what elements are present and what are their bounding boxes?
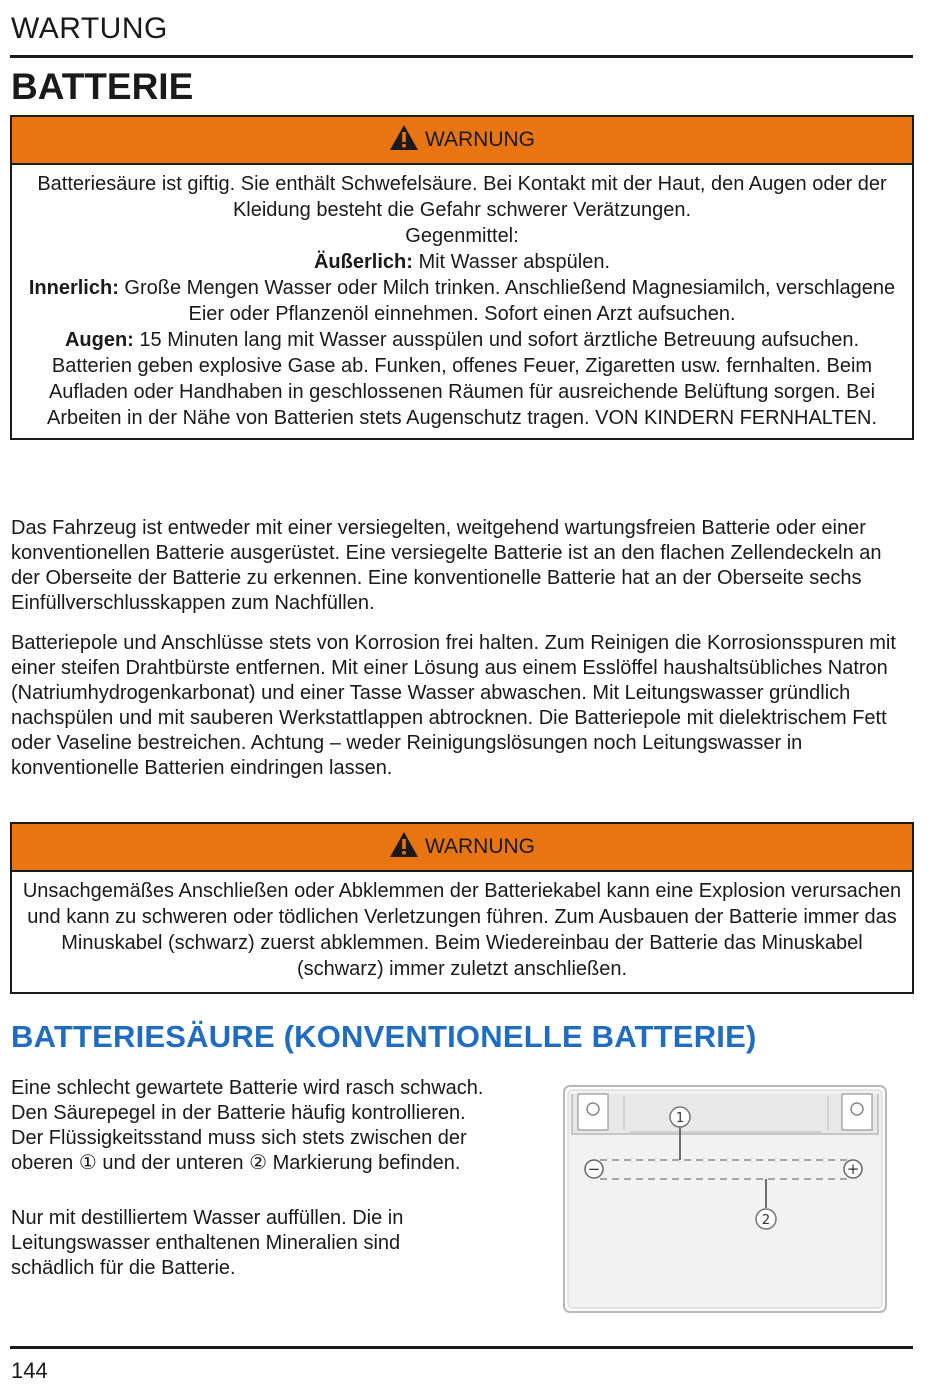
warning-bold-term: Augen: xyxy=(64,329,134,351)
warning-text-part: Große Mengen Wasser oder Milch trinken. Anschließend Magnesiamilch, verschlagene Eier oder Pflanzenöl einnehmen. Sofort einen Arzt aufsuchen. xyxy=(118,277,896,325)
minus-label: − xyxy=(587,1160,601,1178)
plus-terminal-icon xyxy=(844,1160,862,1178)
warning-box-acid xyxy=(10,115,914,440)
callout-number: 1 xyxy=(675,1111,685,1126)
body-paragraph: Eine schlecht gewartete Batterie wird rasch schwach. Den Säurepegel in der Batterie häufig kontrollieren. Der Flüssigkeitsstand muss sich stets zwischen der oberen ① und der unteren ② Markierung befinden. xyxy=(11,1077,484,1174)
warning-text xyxy=(22,275,902,327)
warning-body xyxy=(12,165,912,438)
warning-text-part: Mit Wasser abspülen. xyxy=(412,251,610,273)
warning-header xyxy=(12,824,912,872)
battery-diagram xyxy=(560,1082,890,1318)
warning-bold-term: Äußerlich: xyxy=(313,251,413,273)
body-paragraph: Batteriepole und Anschlüsse stets von Korrosion frei halten. Zum Reinigen die Korrosionsspuren mit einer steifen Drahtbürste entfernen. Mit einer Lösung aus einem Esslöffel haushaltsübliches Natron (Natriumhydrogenkarbonat) und einer Tasse Wasser abwaschen. Mit Leitungswasser gründlich nachspülen und mit sauberen Werkstattlappen abtrocknen. Die Batteriepole mit dielektrischem Fett oder Vaseline bestreichen. Achtung – weder Reinigungslösungen noch Leitungswasser in konventionelle Batterien eindringen lassen. xyxy=(11,632,896,779)
warning-triangle-icon xyxy=(389,124,419,151)
section-header: WARTUNG xyxy=(11,12,168,45)
warning-text: Unsachgemäßes Anschließen oder Abklemmen der Batteriekabel kann eine Explosion verursachen und kann zu schweren oder tödlichen Verletzungen führen. Zum Ausbauen der Batterie immer das Minuskabel (schwarz) zuerst abklemmen. Beim Wiedereinbau der Batterie das Minuskabel (schwarz) immer zuletzt anschließen. xyxy=(22,880,902,980)
warning-body xyxy=(12,872,912,992)
warning-label: WARNUNG xyxy=(424,128,536,151)
body-paragraph: Das Fahrzeug ist entweder mit einer versiegelten, weitgehend wartungsfreien Batterie oder einer konventionellen Batterie ausgerüstet. Eine versiegelte Batterie ist an den flachen Zellendeckeln an der Oberseite der Batterie zu erkennen. Eine konventionelle Batterie hat an der Oberseite sechs Einfüllverschlusskappen zum Nachfüllen. xyxy=(11,517,882,614)
warning-text-part: 15 Minuten lang mit Wasser ausspülen und sofort ärztliche Betreuung aufsuchen. xyxy=(133,329,860,351)
warning-text: Gegenmittel: xyxy=(405,225,519,247)
warning-text: Batteriesäure ist giftig. Sie enthält Schwefelsäure. Bei Kontakt mit der Haut, den Augen oder der Kleidung besteht die Gefahr schwerer Verätzungen. xyxy=(37,173,887,221)
page-title: BATTERIE xyxy=(11,66,194,107)
minus-terminal-icon xyxy=(585,1160,603,1178)
warning-label: WARNUNG xyxy=(424,835,536,858)
page-number: 144 xyxy=(11,1358,48,1383)
callout-number: 2 xyxy=(761,1213,771,1228)
warning-text: Batterien geben explosive Gase ab. Funken, offenes Feuer, Zigaretten usw. fernhalten. Beim Aufladen oder Handhaben in geschlossenen Räumen für ausreichende Belüftung sorgen. Bei Arbeiten in der Nähe von Batterien stets Augenschutz tragen. VON KINDERN FERNHALTEN. xyxy=(47,355,877,429)
body-paragraph: Nur mit destilliertem Wasser auffüllen. Die in Leitungswasser enthaltenen Mineralien sind schädlich für die Batterie. xyxy=(11,1207,404,1279)
plus-label: + xyxy=(846,1160,860,1178)
header-rule xyxy=(10,55,913,58)
warning-text xyxy=(22,249,902,275)
section-heading: BATTERIESÄURE (KONVENTIONELLE BATTERIE) xyxy=(11,1019,757,1054)
callout-1 xyxy=(670,1107,690,1127)
footer-rule xyxy=(10,1346,913,1349)
callout-2 xyxy=(756,1209,776,1229)
warning-box-cables xyxy=(10,822,914,994)
warning-text xyxy=(22,327,902,353)
warning-bold-term: Innerlich: xyxy=(28,277,119,299)
warning-triangle-icon xyxy=(389,831,419,858)
warning-header xyxy=(12,117,912,165)
